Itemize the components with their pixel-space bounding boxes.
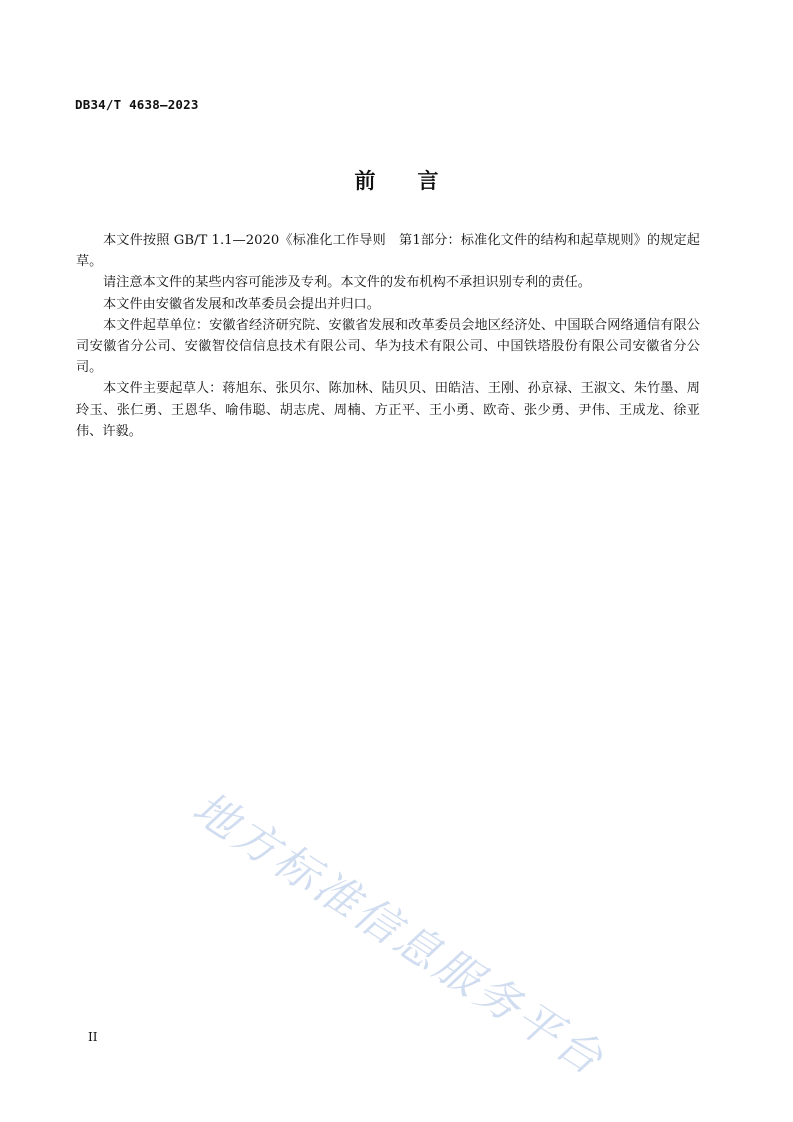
foreword-body [76, 230, 700, 442]
paragraph-patent-notice: 请注意本文件的某些内容可能涉及专利。本文件的发布机构不承担识别专利的责任。 [103, 275, 591, 291]
watermark: 地方标准信息服务平台 [183, 782, 614, 1087]
paragraph-standard-basis: 本文件按照 GB/T 1.1—2020《标准化工作导则 第1部分：标准化文件的结构和起草规则》的规定起草。 [76, 233, 700, 270]
paragraph-proposer: 本文件由安徽省发展和改革委员会提出并归口。 [103, 296, 380, 312]
paragraph-drafters: 本文件主要起草人：蒋旭东、张贝尔、陈加林、陆贝贝、田皓洁、王刚、孙京禄、王淑文、朱竹墨、周玲玉、张仁勇、王恩华、喻伟聪、胡志虎、周楠、方正平、王小勇、欧奇、张少勇、尹伟、王成龙、徐亚伟、许毅。 [76, 381, 700, 439]
paragraph-drafting-units: 本文件起草单位：安徽省经济研究院、安徽省发展和改革委员会地区经济处、中国联合网络通信有限公司安徽省分公司、安徽智佼信信息技术有限公司、华为技术有限公司、中国铁塔股份有限公司安徽省分公司。 [76, 317, 700, 376]
page-title: 前言 [354, 169, 481, 193]
document-code: DB34/T 4638—2023 [75, 97, 199, 112]
page-number: II [88, 1030, 98, 1044]
